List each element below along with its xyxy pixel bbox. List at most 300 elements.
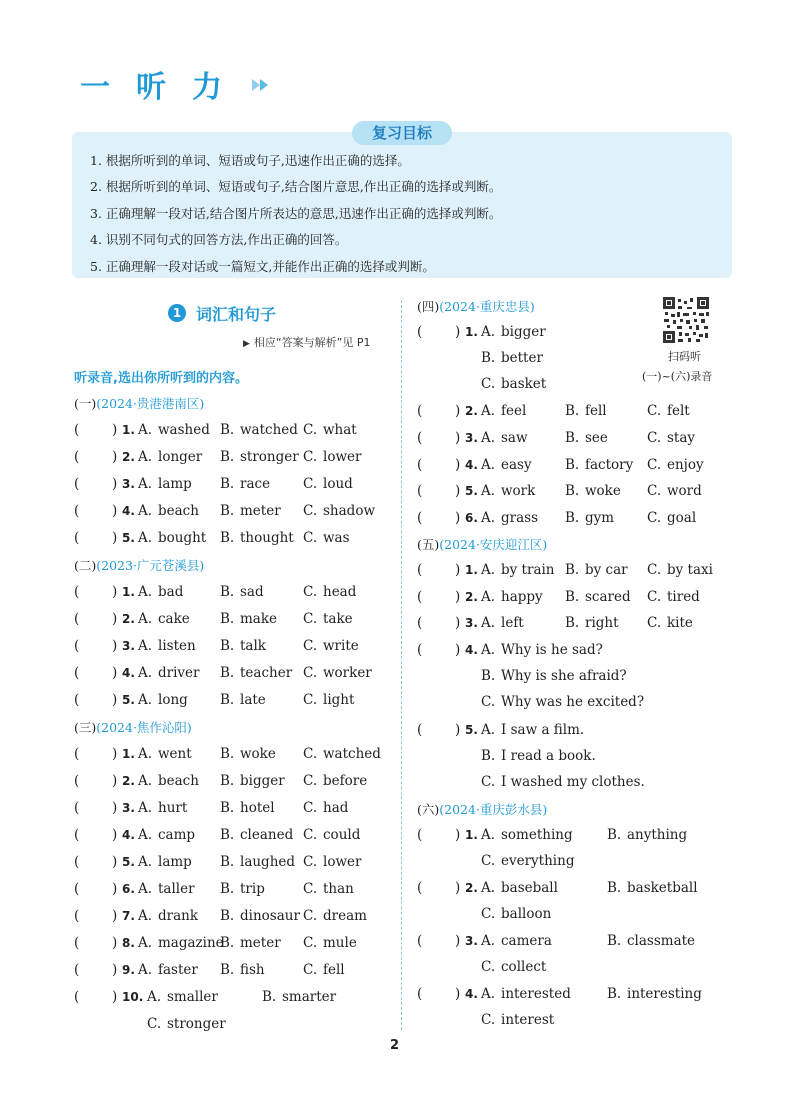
option-letter: C. <box>481 1012 496 1028</box>
answer-bracket: ( <box>74 584 80 600</box>
answer-bracket: ) <box>112 908 118 924</box>
option-letter: A. <box>138 881 153 897</box>
group-source: (2024·焦作沁阳) <box>96 720 192 735</box>
answer-bracket: ( <box>74 449 80 465</box>
double-arrow-icon <box>252 78 274 92</box>
option-letter: B. <box>607 880 622 896</box>
question-number: 5. <box>465 484 478 498</box>
option-letter: B. <box>220 881 235 897</box>
option-letter: A. <box>481 722 496 738</box>
option-letter: C. <box>303 665 318 681</box>
option-c: what <box>323 422 357 438</box>
answer-bracket: ) <box>112 827 118 843</box>
option-letter: B. <box>220 611 235 627</box>
option-b: see <box>585 430 608 446</box>
option-a: saw <box>501 430 528 446</box>
option-letter: C. <box>303 962 318 978</box>
column-divider <box>401 300 402 1030</box>
option-letter: A. <box>138 449 153 465</box>
group-source: (2024·重庆忠县) <box>439 299 535 314</box>
question-number: 2. <box>122 774 135 788</box>
group-prefix: (一) <box>74 396 97 411</box>
answer-bracket: ) <box>112 584 118 600</box>
option-letter: A. <box>138 827 153 843</box>
answer-bracket: ) <box>455 880 461 896</box>
question-number: 5. <box>465 723 478 737</box>
option-letter: B. <box>220 908 235 924</box>
option-b: woke <box>240 746 276 762</box>
answer-bracket: ) <box>112 989 118 1005</box>
option-letter: B. <box>220 746 235 762</box>
answer-bracket: ) <box>112 800 118 816</box>
answer-bracket: ( <box>74 746 80 762</box>
question-number: 4. <box>465 458 478 472</box>
goal-item: 3. 正确理解一段对话,结合图片所表达的意思,迅速作出正确的选择或判断。 <box>90 206 502 221</box>
answer-bracket: ) <box>112 476 118 492</box>
option-b: by car <box>585 562 628 578</box>
option-letter: A. <box>138 746 153 762</box>
option-b: meter <box>240 935 281 951</box>
answer-bracket: ( <box>74 611 80 627</box>
option-letter: C. <box>303 530 318 546</box>
page-number: 2 <box>390 1038 400 1053</box>
answer-bracket: ) <box>112 422 118 438</box>
goal-item: 2. 根据所听到的单词、短语或句子,结合图片意思,作出正确的选择或判断。 <box>90 179 502 194</box>
option-letter: A. <box>138 800 153 816</box>
option-b: smarter <box>282 989 337 1005</box>
option-a: happy <box>501 589 543 605</box>
option-b: watched <box>240 422 298 438</box>
answer-bracket: ) <box>455 483 461 499</box>
option-letter: A. <box>481 510 496 526</box>
option-letter: C. <box>303 746 318 762</box>
question-number: 5. <box>122 531 135 545</box>
answer-bracket: ) <box>455 457 461 473</box>
option-letter: A. <box>138 503 153 519</box>
question-number: 2. <box>465 404 478 418</box>
option-b: right <box>585 615 619 631</box>
answer-bracket: ) <box>455 510 461 526</box>
option-c: mule <box>323 935 357 951</box>
option-b: teacher <box>240 665 293 681</box>
option-letter: B. <box>220 476 235 492</box>
option-letter: B. <box>220 692 235 708</box>
answer-bracket: ) <box>112 611 118 627</box>
goal-item: 5. 正确理解一段对话或一篇短文,并能作出正确的选择或判断。 <box>90 259 435 274</box>
option-c: enjoy <box>667 457 704 473</box>
option-letter: C. <box>647 403 662 419</box>
option-letter: A. <box>481 986 496 1002</box>
option-letter: B. <box>565 430 580 446</box>
option-b: cleaned <box>240 827 294 843</box>
option-letter: C. <box>647 457 662 473</box>
question-number: 5. <box>122 693 135 707</box>
option-a: beach <box>158 773 199 789</box>
option-a: magazine <box>158 935 224 951</box>
option-letter: A. <box>138 773 153 789</box>
question-number: 2. <box>465 881 478 895</box>
option-b: scared <box>585 589 631 605</box>
option-c: dream <box>323 908 367 924</box>
option-letter: A. <box>481 642 496 658</box>
answer-bracket: ( <box>74 692 80 708</box>
option-letter: C. <box>303 611 318 627</box>
option-letter: C. <box>647 589 662 605</box>
option-c: kite <box>667 615 693 631</box>
question-number: 3. <box>465 431 478 445</box>
answer-bracket: ( <box>74 503 80 519</box>
option-letter: A. <box>138 584 153 600</box>
option-b: stronger <box>240 449 299 465</box>
option-a: smaller <box>167 989 218 1005</box>
answer-bracket: ( <box>417 722 423 738</box>
answer-bracket: ( <box>74 530 80 546</box>
answer-bracket: ) <box>112 692 118 708</box>
option-a: something <box>501 827 573 843</box>
question-number: 2. <box>465 590 478 604</box>
answer-bracket: ( <box>417 483 423 499</box>
answer-bracket: ) <box>455 722 461 738</box>
option-c: had <box>323 800 349 816</box>
option-b: I read a book. <box>501 748 596 764</box>
option-letter: B. <box>481 350 496 366</box>
option-b: basketball <box>627 880 698 896</box>
option-a: longer <box>158 449 203 465</box>
question-group-header <box>74 556 204 574</box>
option-letter: B. <box>220 800 235 816</box>
option-c: everything <box>501 853 575 869</box>
answer-bracket: ) <box>455 562 461 578</box>
option-letter: B. <box>220 962 235 978</box>
option-letter: A. <box>481 827 496 843</box>
option-letter: B. <box>565 457 580 473</box>
option-letter: B. <box>481 668 496 684</box>
option-a: I saw a film. <box>501 722 585 738</box>
answer-bracket: ( <box>417 562 423 578</box>
question-number: 1. <box>465 325 478 339</box>
option-b: laughed <box>240 854 296 870</box>
option-letter: A. <box>138 962 153 978</box>
option-letter: A. <box>481 324 496 340</box>
answer-bracket: ( <box>417 827 423 843</box>
question-number: 1. <box>465 563 478 577</box>
question-number: 9. <box>122 963 135 977</box>
option-letter: A. <box>481 483 496 499</box>
option-c: than <box>323 881 354 897</box>
group-source: (2024·重庆彭水县) <box>439 802 548 817</box>
option-letter: A. <box>138 422 153 438</box>
answer-bracket: ( <box>417 430 423 446</box>
answer-bracket: ( <box>74 476 80 492</box>
group-source: (2023·广元苍溪县) <box>96 558 205 573</box>
option-c: shadow <box>323 503 375 519</box>
question-number: 6. <box>465 511 478 525</box>
option-letter: A. <box>138 530 153 546</box>
option-b: thought <box>240 530 294 546</box>
option-a: cake <box>158 611 190 627</box>
option-b: dinosaur <box>240 908 300 924</box>
answer-bracket: ) <box>112 449 118 465</box>
group-source: (2024·安庆迎江区) <box>439 537 548 552</box>
option-letter: B. <box>607 933 622 949</box>
option-a: grass <box>501 510 538 526</box>
option-c: fell <box>323 962 345 978</box>
answer-bracket: ) <box>455 615 461 631</box>
option-letter: C. <box>303 800 318 816</box>
group-prefix: (三) <box>74 720 97 735</box>
answer-bracket: ) <box>455 642 461 658</box>
group-source: (2024·贵港港南区) <box>96 396 205 411</box>
answer-bracket: ( <box>74 908 80 924</box>
option-c: goal <box>667 510 697 526</box>
option-letter: B. <box>565 562 580 578</box>
option-letter: B. <box>565 510 580 526</box>
option-letter: B. <box>220 449 235 465</box>
option-a: lamp <box>158 476 192 492</box>
option-a: easy <box>501 457 532 473</box>
option-b: woke <box>585 483 621 499</box>
review-goals-tab: 复习目标 <box>352 121 452 145</box>
answer-bracket: ( <box>417 324 423 340</box>
option-b: Why is she afraid? <box>501 668 627 684</box>
option-c: loud <box>323 476 353 492</box>
option-b: meter <box>240 503 281 519</box>
option-letter: C. <box>481 906 496 922</box>
option-a: hurt <box>158 800 188 816</box>
option-letter: B. <box>565 483 580 499</box>
option-b: fish <box>240 962 265 978</box>
option-letter: C. <box>147 1016 162 1032</box>
option-a: faster <box>158 962 198 978</box>
option-a: drank <box>158 908 199 924</box>
option-letter: C. <box>303 584 318 600</box>
question-number: 3. <box>465 616 478 630</box>
option-b: trip <box>240 881 265 897</box>
option-c: I washed my clothes. <box>501 774 645 790</box>
answer-bracket: ) <box>112 962 118 978</box>
option-letter: B. <box>220 935 235 951</box>
option-c: Why was he excited? <box>501 694 645 710</box>
option-letter: A. <box>481 457 496 473</box>
option-a: bad <box>158 584 184 600</box>
answer-bracket: ) <box>455 589 461 605</box>
option-letter: B. <box>565 403 580 419</box>
group-prefix: (四) <box>417 299 440 314</box>
option-letter: B. <box>565 615 580 631</box>
option-letter: B. <box>220 503 235 519</box>
option-a: left <box>501 615 524 631</box>
option-a: work <box>501 483 536 499</box>
option-letter: C. <box>481 376 496 392</box>
answer-bracket: ( <box>74 827 80 843</box>
answer-bracket: ( <box>74 935 80 951</box>
option-letter: C. <box>303 881 318 897</box>
group-prefix: (六) <box>417 802 440 817</box>
option-a: beach <box>158 503 199 519</box>
option-letter: C. <box>303 692 318 708</box>
option-letter: B. <box>220 665 235 681</box>
answer-bracket: ( <box>417 933 423 949</box>
answer-bracket: ( <box>74 962 80 978</box>
option-c: word <box>667 483 702 499</box>
question-number: 10. <box>122 990 144 1004</box>
option-c: lower <box>323 449 362 465</box>
option-letter: B. <box>220 638 235 654</box>
question-number: 4. <box>122 828 135 842</box>
option-c: tired <box>667 589 700 605</box>
goal-item: 4. 识别不同句式的回答方法,作出正确的回答。 <box>90 232 348 247</box>
option-letter: B. <box>565 589 580 605</box>
answer-bracket: ( <box>417 880 423 896</box>
option-a: lamp <box>158 854 192 870</box>
option-a: bigger <box>501 324 546 340</box>
option-c: write <box>323 638 359 654</box>
answer-bracket: ) <box>455 933 461 949</box>
option-b: bigger <box>240 773 285 789</box>
question-number: 1. <box>122 423 135 437</box>
answer-bracket: ( <box>74 665 80 681</box>
question-number: 3. <box>122 477 135 491</box>
answer-bracket: ( <box>74 422 80 438</box>
option-letter: B. <box>220 584 235 600</box>
option-c: collect <box>501 959 547 975</box>
page-title: 一听力 <box>80 70 248 105</box>
option-letter: B. <box>220 530 235 546</box>
answer-bracket: ) <box>112 503 118 519</box>
option-b: interesting <box>627 986 702 1002</box>
option-letter: C. <box>303 908 318 924</box>
group-prefix: (二) <box>74 558 97 573</box>
answer-bracket: ) <box>112 746 118 762</box>
answer-bracket: ( <box>417 589 423 605</box>
option-b: race <box>240 476 271 492</box>
answer-bracket: ) <box>455 324 461 340</box>
answer-bracket: ( <box>74 638 80 654</box>
option-letter: A. <box>481 589 496 605</box>
option-letter: A. <box>138 854 153 870</box>
option-letter: C. <box>481 694 496 710</box>
option-letter: C. <box>647 483 662 499</box>
option-b: late <box>240 692 266 708</box>
goal-item: 1. 根据所听到的单词、短语或句子,迅速作出正确的选择。 <box>90 153 410 168</box>
triangle-right-icon: ▶ <box>243 339 250 349</box>
option-letter: A. <box>481 933 496 949</box>
answer-bracket: ( <box>417 986 423 1002</box>
option-a: camp <box>158 827 196 843</box>
group-prefix: (五) <box>417 537 440 552</box>
option-letter: C. <box>303 422 318 438</box>
answer-bracket: ( <box>417 457 423 473</box>
option-b: make <box>240 611 278 627</box>
option-letter: C. <box>303 854 318 870</box>
option-a: taller <box>158 881 195 897</box>
option-letter: C. <box>647 562 662 578</box>
answer-reference-text: 相应“答案与解析”见 P1 <box>253 336 371 349</box>
instruction: 听录音,选出你所听到的内容。 <box>74 371 248 386</box>
option-letter: C. <box>303 476 318 492</box>
option-c: by taxi <box>667 562 713 578</box>
question-number: 1. <box>122 585 135 599</box>
qr-code-icon <box>663 297 709 343</box>
option-letter: A. <box>481 880 496 896</box>
option-letter: C. <box>303 503 318 519</box>
option-letter: B. <box>481 748 496 764</box>
option-letter: A. <box>138 935 153 951</box>
option-letter: A. <box>138 692 153 708</box>
qr-caption: 扫码听 <box>668 350 701 363</box>
option-letter: B. <box>220 422 235 438</box>
answer-bracket: ) <box>112 530 118 546</box>
answer-bracket: ( <box>417 403 423 419</box>
answer-bracket: ) <box>112 773 118 789</box>
option-letter: C. <box>481 853 496 869</box>
option-letter: C. <box>303 827 318 843</box>
answer-bracket: ( <box>74 854 80 870</box>
option-letter: A. <box>147 989 162 1005</box>
option-a: feel <box>501 403 527 419</box>
option-letter: B. <box>220 827 235 843</box>
option-letter: A. <box>138 638 153 654</box>
option-letter: A. <box>481 562 496 578</box>
question-number: 4. <box>122 666 135 680</box>
question-group-header <box>417 297 535 315</box>
option-a: driver <box>158 665 200 681</box>
option-b: classmate <box>627 933 696 949</box>
option-letter: A. <box>138 476 153 492</box>
option-letter: B. <box>220 854 235 870</box>
option-c: before <box>323 773 368 789</box>
question-number: 4. <box>122 504 135 518</box>
option-b: fell <box>585 403 607 419</box>
question-number: 1. <box>122 747 135 761</box>
option-c: stronger <box>167 1016 226 1032</box>
option-letter: C. <box>481 774 496 790</box>
option-c: balloon <box>501 906 552 922</box>
option-c: head <box>323 584 357 600</box>
question-group-header <box>74 718 192 736</box>
qr-caption: (一)~(六)录音 <box>642 370 713 383</box>
option-letter: A. <box>138 908 153 924</box>
option-b: hotel <box>240 800 275 816</box>
answer-bracket: ) <box>455 403 461 419</box>
option-c: lower <box>323 854 362 870</box>
question-group-header <box>417 535 547 553</box>
option-b: talk <box>240 638 266 654</box>
option-a: Why is he sad? <box>501 642 603 658</box>
option-a: bought <box>158 530 207 546</box>
section-number-badge: 1 <box>168 304 186 322</box>
option-letter: A. <box>481 403 496 419</box>
option-a: long <box>158 692 188 708</box>
option-letter: C. <box>303 773 318 789</box>
question-number: 3. <box>122 801 135 815</box>
question-group-header <box>74 394 204 412</box>
answer-bracket: ) <box>455 827 461 843</box>
option-b: sad <box>240 584 264 600</box>
answer-bracket: ) <box>112 935 118 951</box>
option-c: light <box>323 692 355 708</box>
option-c: stay <box>667 430 696 446</box>
option-c: watched <box>323 746 381 762</box>
answer-bracket: ) <box>112 665 118 681</box>
option-letter: C. <box>647 430 662 446</box>
option-letter: B. <box>220 773 235 789</box>
option-letter: C. <box>303 449 318 465</box>
option-c: could <box>323 827 361 843</box>
option-letter: B. <box>607 986 622 1002</box>
option-a: went <box>158 746 192 762</box>
answer-bracket: ( <box>74 881 80 897</box>
